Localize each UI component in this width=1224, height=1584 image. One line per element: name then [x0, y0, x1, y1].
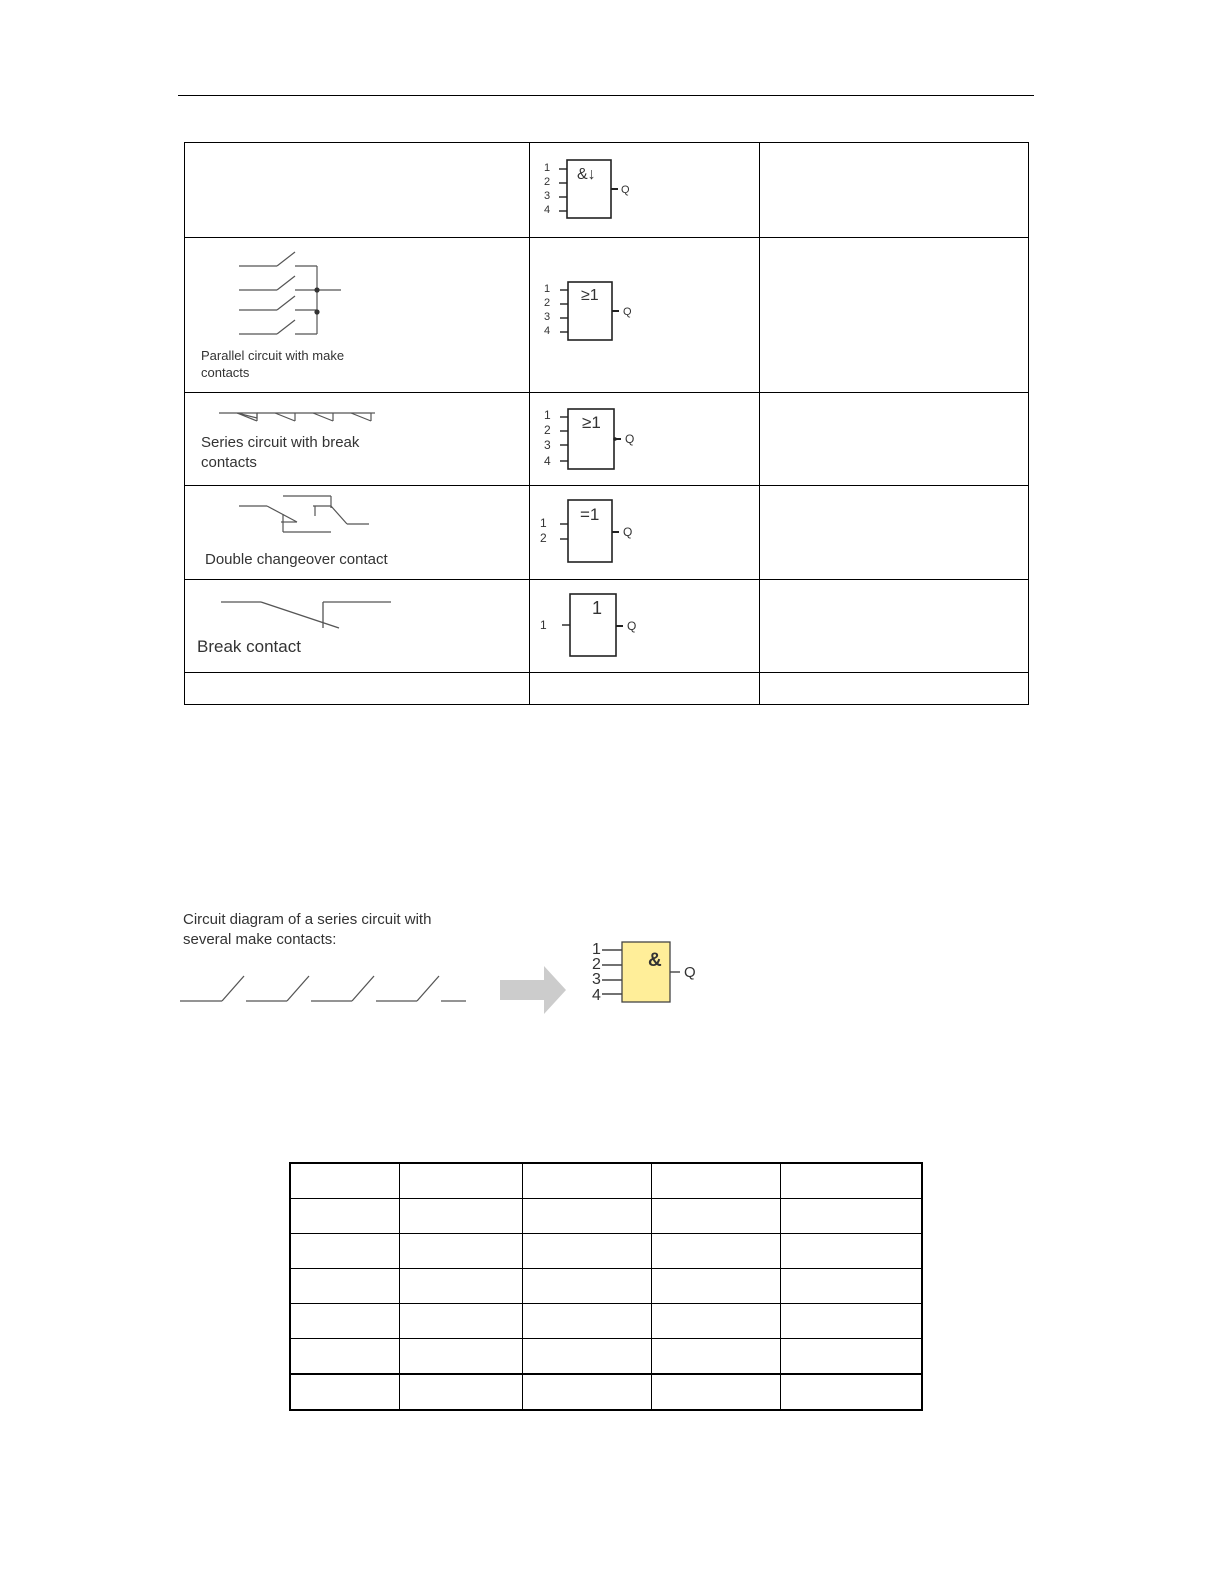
- table-cell: [399, 1339, 522, 1375]
- table-cell: [651, 1374, 780, 1410]
- nor-gate-symbol: [530, 393, 758, 484]
- table-cell: [780, 1199, 922, 1234]
- input-label: 3: [544, 311, 551, 323]
- truth-table: [289, 1162, 923, 1411]
- or-gate-symbol: [530, 238, 758, 391]
- table-cell: [290, 1199, 399, 1234]
- circuit-caption: contacts: [201, 365, 250, 380]
- table-cell: [290, 1163, 399, 1199]
- description-cell: [760, 238, 1029, 393]
- table-cell: [399, 1374, 522, 1410]
- table-cell: [399, 1163, 522, 1199]
- table-cell: [780, 1304, 922, 1339]
- circuit-caption: contacts: [201, 454, 257, 471]
- output-label: Q: [623, 306, 632, 318]
- output-label: Q: [684, 964, 696, 981]
- gate-symbol-label: ≥1: [582, 413, 601, 432]
- symbol-cell: [530, 143, 760, 238]
- table-cell: [290, 1339, 399, 1375]
- circuit-caption: Double changeover contact: [205, 551, 388, 568]
- series-break-contacts-diagram: [185, 393, 528, 484]
- description-cell: [760, 393, 1029, 486]
- table-cell: [522, 1339, 651, 1375]
- gate-row: [185, 673, 1029, 705]
- table-cell: [290, 1234, 399, 1269]
- gate-symbol-label: =1: [580, 505, 600, 524]
- table-cell: [399, 1269, 522, 1304]
- table-cell: [780, 1269, 922, 1304]
- and-edge-gate-symbol: [530, 143, 758, 236]
- input-label: 4: [592, 987, 601, 1004]
- table-cell: [651, 1234, 780, 1269]
- circuit-caption: Parallel circuit with make: [201, 348, 345, 363]
- output-label: Q: [623, 525, 633, 539]
- table-cell: [651, 1339, 780, 1375]
- gate-table: [184, 142, 1029, 705]
- not-gate-symbol: [530, 580, 758, 671]
- input-label: 3: [544, 438, 551, 452]
- table-cell: [399, 1234, 522, 1269]
- table-cell: [522, 1269, 651, 1304]
- header-rule: [178, 95, 1034, 96]
- table-cell: [522, 1304, 651, 1339]
- gate-symbol-label: 1: [592, 598, 603, 618]
- parallel-make-contacts-diagram: [185, 238, 528, 391]
- circuit-cell: [185, 580, 530, 673]
- input-label: 4: [544, 325, 551, 337]
- input-label: 2: [592, 956, 601, 973]
- description-cell: [760, 580, 1029, 673]
- table-cell: [651, 1304, 780, 1339]
- table-cell: [522, 1163, 651, 1199]
- symbol-cell: [530, 393, 760, 486]
- input-label: 1: [544, 283, 551, 295]
- table-cell: [522, 1199, 651, 1234]
- table-cell: [290, 1304, 399, 1339]
- table-cell: [290, 1269, 399, 1304]
- table-row: [290, 1269, 922, 1304]
- table-cell: [399, 1304, 522, 1339]
- and-gate-symbol: [622, 942, 670, 1002]
- input-label: 1: [544, 162, 551, 174]
- symbol-cell: [530, 486, 760, 580]
- symbol-cell: [530, 238, 760, 393]
- empty-cell: [185, 673, 530, 705]
- table-row: [290, 1234, 922, 1269]
- output-label: Q: [625, 432, 635, 446]
- gate-row: [185, 393, 1029, 486]
- description-cell: [760, 143, 1029, 238]
- table-cell: [651, 1163, 780, 1199]
- input-label: 2: [540, 531, 547, 545]
- table-cell: [522, 1234, 651, 1269]
- table-row: [290, 1199, 922, 1234]
- table-row: [290, 1304, 922, 1339]
- description-cell: [760, 486, 1029, 580]
- make-contacts: [180, 976, 466, 1001]
- figure-caption: Circuit diagram of a series circuit with: [183, 911, 432, 928]
- figure-caption: several make contacts:: [183, 931, 337, 948]
- circuit-caption: Series circuit with break: [201, 434, 360, 451]
- circuit-cell: [185, 393, 530, 486]
- table-cell: [651, 1269, 780, 1304]
- gate-row: [185, 143, 1029, 238]
- symbol-cell: [530, 580, 760, 673]
- table-cell: [780, 1163, 922, 1199]
- series-circuit-figure: [176, 900, 716, 1020]
- input-label: 1: [592, 941, 601, 958]
- table-row: [290, 1163, 922, 1199]
- input-label: 1: [544, 408, 551, 422]
- arrow-icon: [500, 966, 566, 1014]
- table-row: [290, 1374, 922, 1410]
- table-row: [290, 1339, 922, 1375]
- gate-row: [185, 238, 1029, 393]
- table-cell: [399, 1199, 522, 1234]
- input-label: 4: [544, 204, 551, 216]
- table-cell: [780, 1339, 922, 1375]
- gate-symbol-label: &↓: [577, 166, 596, 183]
- empty-cell: [530, 673, 760, 705]
- circuit-cell: [185, 486, 530, 580]
- double-changeover-diagram: [185, 486, 528, 578]
- empty-cell: [760, 673, 1029, 705]
- table-cell: [780, 1374, 922, 1410]
- table-cell: [522, 1374, 651, 1410]
- input-label: 3: [544, 190, 551, 202]
- circuit-cell: [185, 143, 530, 238]
- table-cell: [780, 1234, 922, 1269]
- input-label: 2: [544, 176, 551, 188]
- break-contact-diagram: [185, 580, 528, 671]
- gate-symbol-label: &: [648, 950, 662, 971]
- input-label: 2: [544, 423, 551, 437]
- xor-gate-symbol: [530, 486, 758, 578]
- input-label: 1: [540, 618, 547, 632]
- circuit-caption: Break contact: [197, 637, 301, 656]
- input-label: 4: [544, 454, 551, 468]
- circuit-cell: [185, 238, 530, 393]
- input-label: 1: [540, 516, 547, 530]
- output-label: Q: [627, 619, 637, 633]
- output-label: Q: [621, 184, 630, 196]
- input-label: 3: [592, 971, 601, 988]
- gate-row: [185, 580, 1029, 673]
- table-cell: [651, 1199, 780, 1234]
- table-cell: [290, 1374, 399, 1410]
- input-label: 2: [544, 297, 551, 309]
- gate-row: [185, 486, 1029, 580]
- gate-symbol-label: ≥1: [581, 287, 599, 304]
